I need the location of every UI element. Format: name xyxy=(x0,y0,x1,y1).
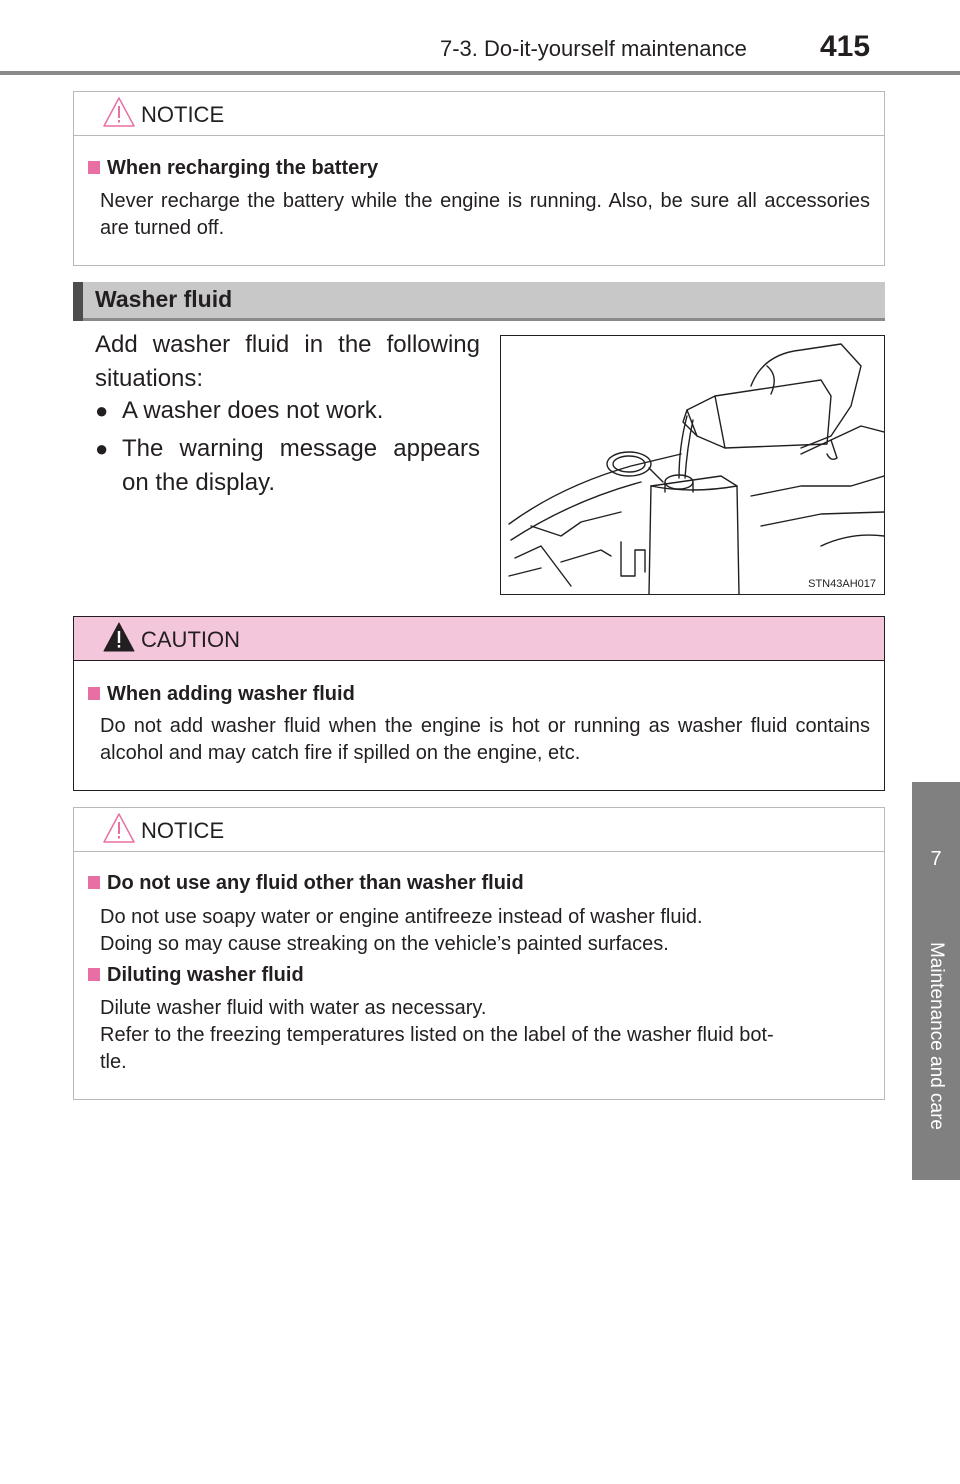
illustration-code: STN43AH017 xyxy=(808,578,876,590)
notice-header xyxy=(74,92,884,136)
caution-washer-box xyxy=(73,616,885,791)
notice-title: NOTICE xyxy=(141,102,225,127)
notice-text: Never recharge the battery while the engine is running. Also, be sure all accessories are turned off. xyxy=(100,190,870,239)
pouring-washer-fluid-image xyxy=(501,336,884,594)
bullet-item: ● A washer does not work. xyxy=(95,394,480,428)
caution-text: Do not add washer fluid when the engine is hot or running as washer fluid contains alcohol and may catch fire if spilled on the engine, etc. xyxy=(100,715,870,764)
notice-title: NOTICE xyxy=(141,818,225,843)
notice-header xyxy=(74,808,884,852)
notice-text-line: Dilute washer fluid with water as necessary. xyxy=(100,997,487,1019)
square-bullet-icon xyxy=(88,876,100,889)
notice-text-line: Doing so may cause streaking on the vehicle’s painted surfaces. xyxy=(100,933,669,955)
bullet-dot-icon: ● xyxy=(95,398,109,423)
caution-title: CAUTION xyxy=(141,627,240,652)
notice-battery-box xyxy=(73,91,885,266)
section-heading-title: Washer fluid xyxy=(95,286,233,312)
warning-triangle-outline-icon xyxy=(102,96,136,128)
notice-subheading: When recharging the battery xyxy=(88,157,378,180)
warning-triangle-outline-icon xyxy=(102,812,136,844)
notice-text-line: tle. xyxy=(100,1051,127,1073)
washer-fluid-illustration xyxy=(500,335,885,595)
notice-text-line: Do not use soapy water or engine antifreeze instead of washer fluid. xyxy=(100,906,703,928)
washer-intro: Add washer fluid in the following situations: xyxy=(95,331,480,392)
chapter-number: 7 xyxy=(930,848,942,870)
notice-text-line: Refer to the freezing temperatures listed on the label of the washer fluid bot- xyxy=(100,1024,774,1046)
notice-washer-box xyxy=(73,807,885,1100)
caution-header xyxy=(74,617,884,661)
bullet-item: ● The warning message appears on the display. xyxy=(95,432,480,500)
chapter-label: Maintenance and care xyxy=(926,941,947,1130)
notice-subheading: Diluting washer fluid xyxy=(88,964,304,987)
square-bullet-icon xyxy=(88,687,100,700)
bullet-dot-icon: ● xyxy=(95,436,109,461)
section-title: 7-3. Do-it-yourself maintenance xyxy=(440,36,747,61)
section-heading-bar xyxy=(73,282,83,321)
chapter-tab xyxy=(912,782,960,892)
section-heading xyxy=(73,282,885,321)
square-bullet-icon xyxy=(88,161,100,174)
square-bullet-icon xyxy=(88,968,100,981)
notice-subheading: Do not use any fluid other than washer fluid xyxy=(88,872,524,895)
caution-subheading: When adding washer fluid xyxy=(88,683,355,706)
warning-triangle-filled-icon xyxy=(102,621,136,653)
page-number: 415 xyxy=(820,30,871,63)
header-rule xyxy=(0,71,960,75)
